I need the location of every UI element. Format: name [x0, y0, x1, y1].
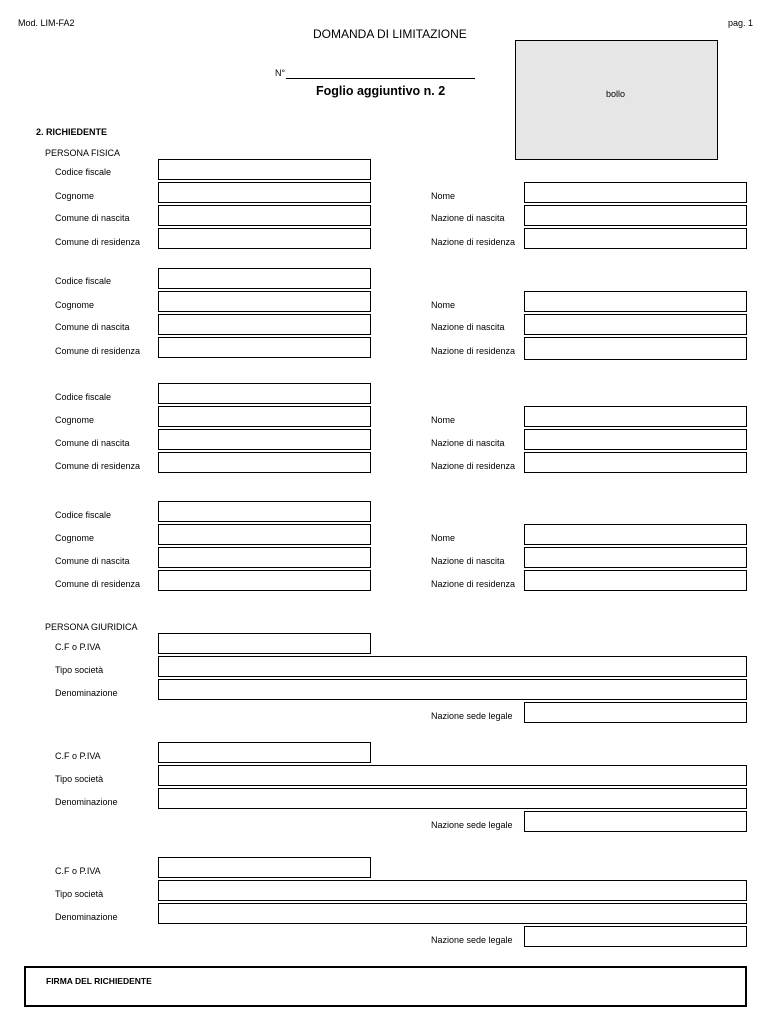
tipo-societa-input[interactable] [158, 880, 747, 901]
codice-fiscale-input[interactable] [158, 159, 371, 180]
tipo-societa-label: Tipo società [55, 665, 104, 675]
signature-label: FIRMA DEL RICHIEDENTE [46, 976, 152, 986]
tipo-societa-label: Tipo società [55, 774, 104, 784]
nazione-nascita-input[interactable] [524, 314, 747, 335]
nazione-sede-input[interactable] [524, 926, 747, 947]
denominazione-input[interactable] [158, 788, 747, 809]
comune-residenza-input[interactable] [158, 228, 371, 249]
stamp-box [515, 40, 718, 160]
persona-fisica-heading: PERSONA FISICA [45, 148, 121, 158]
cognome-label: Cognome [55, 191, 95, 201]
nome-label: Nome [431, 415, 456, 425]
cognome-input[interactable] [158, 406, 371, 427]
comune-nascita-label: Comune di nascita [55, 556, 130, 566]
cf-piva-label: C.F o P.IVA [55, 642, 101, 652]
nome-input[interactable] [524, 524, 747, 545]
codice-fiscale-input[interactable] [158, 383, 371, 404]
number-label: N° [275, 68, 286, 78]
comune-residenza-label: Comune di residenza [55, 346, 141, 356]
nome-label: Nome [431, 300, 456, 310]
page-number: pag. 1 [728, 18, 754, 28]
nome-input[interactable] [524, 291, 747, 312]
denominazione-label: Denominazione [55, 912, 118, 922]
nome-label: Nome [431, 533, 456, 543]
cf-piva-label: C.F o P.IVA [55, 751, 101, 761]
tipo-societa-input[interactable] [158, 765, 747, 786]
codice-fiscale-label: Codice fiscale [55, 167, 112, 177]
cognome-input[interactable] [158, 291, 371, 312]
nazione-nascita-label: Nazione di nascita [431, 322, 505, 332]
persona-giuridica-heading: PERSONA GIURIDICA [45, 622, 138, 632]
nazione-residenza-label: Nazione di residenza [431, 461, 516, 471]
cf-piva-input[interactable] [158, 633, 371, 654]
codice-fiscale-input[interactable] [158, 268, 371, 289]
nazione-residenza-input[interactable] [524, 570, 747, 591]
comune-nascita-label: Comune di nascita [55, 322, 130, 332]
comune-residenza-input[interactable] [158, 570, 371, 591]
nazione-residenza-input[interactable] [524, 452, 747, 473]
codice-fiscale-input[interactable] [158, 501, 371, 522]
cf-piva-input[interactable] [158, 857, 371, 878]
nazione-sede-label: Nazione sede legale [431, 711, 513, 721]
page-title: DOMANDA DI LIMITAZIONE [313, 27, 467, 41]
cf-piva-input[interactable] [158, 742, 371, 763]
denominazione-input[interactable] [158, 679, 747, 700]
nazione-residenza-input[interactable] [524, 228, 747, 249]
denominazione-label: Denominazione [55, 688, 118, 698]
nazione-residenza-label: Nazione di residenza [431, 579, 516, 589]
nazione-sede-label: Nazione sede legale [431, 935, 513, 945]
cognome-input[interactable] [158, 524, 371, 545]
section-title: 2. RICHIEDENTE [36, 127, 108, 137]
nazione-sede-label: Nazione sede legale [431, 820, 513, 830]
stamp-label: bollo [606, 89, 626, 99]
comune-residenza-label: Comune di residenza [55, 579, 141, 589]
nome-label: Nome [431, 191, 456, 201]
codice-fiscale-label: Codice fiscale [55, 510, 112, 520]
comune-residenza-input[interactable] [158, 337, 371, 358]
nazione-nascita-input[interactable] [524, 205, 747, 226]
number-field[interactable] [286, 78, 475, 79]
codice-fiscale-label: Codice fiscale [55, 392, 112, 402]
form-code: Mod. LIM-FA2 [18, 18, 75, 28]
comune-nascita-input[interactable] [158, 314, 371, 335]
cf-piva-label: C.F o P.IVA [55, 866, 101, 876]
comune-residenza-label: Comune di residenza [55, 461, 141, 471]
cognome-label: Cognome [55, 300, 95, 310]
tipo-societa-label: Tipo società [55, 889, 104, 899]
codice-fiscale-label: Codice fiscale [55, 276, 112, 286]
denominazione-label: Denominazione [55, 797, 118, 807]
comune-nascita-label: Comune di nascita [55, 438, 130, 448]
nazione-nascita-label: Nazione di nascita [431, 556, 505, 566]
signature-box[interactable] [24, 966, 747, 1007]
comune-nascita-input[interactable] [158, 429, 371, 450]
comune-nascita-input[interactable] [158, 205, 371, 226]
cognome-label: Cognome [55, 415, 95, 425]
cognome-label: Cognome [55, 533, 95, 543]
nazione-nascita-label: Nazione di nascita [431, 213, 505, 223]
cognome-input[interactable] [158, 182, 371, 203]
nazione-residenza-label: Nazione di residenza [431, 237, 516, 247]
comune-nascita-input[interactable] [158, 547, 371, 568]
nazione-nascita-input[interactable] [524, 547, 747, 568]
tipo-societa-input[interactable] [158, 656, 747, 677]
comune-nascita-label: Comune di nascita [55, 213, 130, 223]
nazione-sede-input[interactable] [524, 811, 747, 832]
nome-input[interactable] [524, 406, 747, 427]
nazione-nascita-label: Nazione di nascita [431, 438, 505, 448]
page-subtitle: Foglio aggiuntivo n. 2 [316, 84, 446, 98]
nazione-nascita-input[interactable] [524, 429, 747, 450]
comune-residenza-input[interactable] [158, 452, 371, 473]
nazione-residenza-input[interactable] [524, 337, 747, 360]
nazione-sede-input[interactable] [524, 702, 747, 723]
denominazione-input[interactable] [158, 903, 747, 924]
comune-residenza-label: Comune di residenza [55, 237, 141, 247]
nazione-residenza-label: Nazione di residenza [431, 346, 516, 356]
nome-input[interactable] [524, 182, 747, 203]
